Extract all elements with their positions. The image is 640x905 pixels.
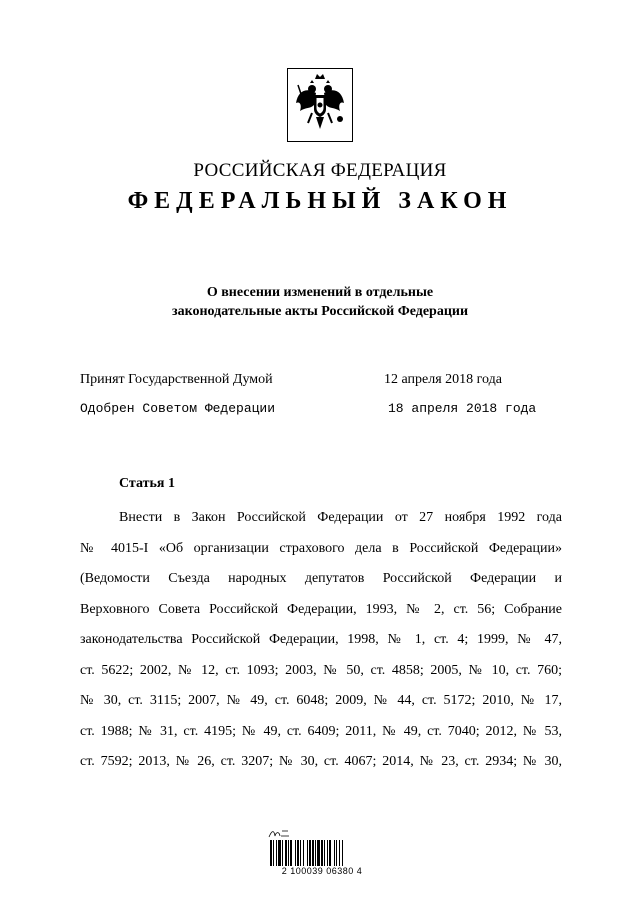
council-approval-date: 18 апреля 2018 года [388,401,537,416]
barcode-number: 2 100039 06380 4 [281,866,363,876]
law-title-line: О внесении изменений в отдельные [206,285,434,300]
article-body [80,508,562,783]
duma-adoption-label: Принят Государственной Думой [80,372,273,387]
signature-mark-icon [268,828,290,838]
body-line: № 4015-I «Об организации страхового дела в Российской Федерации» [80,540,562,556]
duma-adoption-date: 12 апреля 2018 года [384,372,502,387]
body-line: ст. 1988; № 31, ст. 4195; № 49, ст. 6409; 2011, № 49, ст. 7040; 2012, № 53, [80,723,562,739]
council-approval-label: Одобрен Советом Федерации [80,401,276,416]
body-line: Верховного Совета Российской Федерации, 1993, № 2, ст. 56; Собрание [80,601,562,617]
body-line: законодательства Российской Федерации, 1998, № 1, ст. 4; 1999, № 47, [80,632,562,647]
barcode-icon [268,840,376,866]
country-name: РОССИЙСКАЯ ФЕДЕРАЦИЯ [193,160,447,181]
document-type: ФЕДЕРАЛЬНЫЙ ЗАКОН [127,188,513,214]
coat-of-arms-emblem [287,68,353,142]
body-line: ст. 7592; 2013, № 26, ст. 3207; № 30, ст. 4067; 2014, № 23, ст. 2934; № 30, [80,754,562,769]
article-title: Статья 1 [119,476,175,491]
law-title [0,283,640,321]
body-line: Внести в Закон Российской Федерации от 27 ноября 1992 года [119,510,562,525]
law-title-line: законодательные акты Российской Федерации [171,304,469,319]
body-line: (Ведомости Съезда народных депутатов Российской Федерации и [80,571,562,586]
body-line: № 30, ст. 3115; 2007, № 49, ст. 6048; 2009, № 44, ст. 5172; 2010, № 17, [80,693,562,708]
body-line: ст. 5622; 2002, № 12, ст. 1093; 2003, № 50, ст. 4858; 2005, № 10, ст. 760; [80,662,562,678]
double-headed-eagle-icon [288,69,352,141]
